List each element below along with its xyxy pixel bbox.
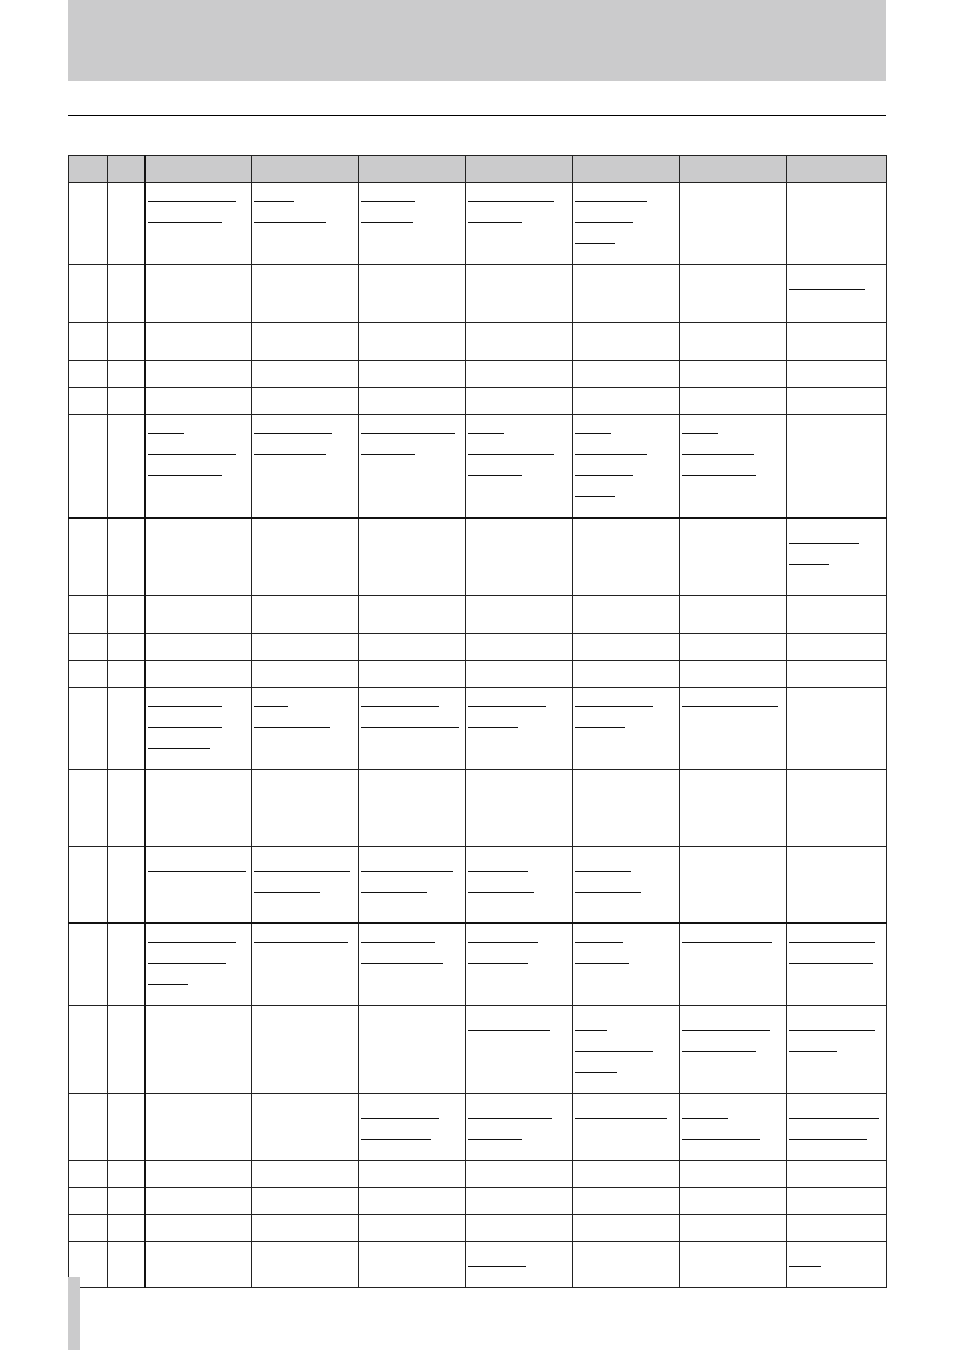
table-cell: [145, 388, 252, 415]
table-cell: [69, 769, 108, 846]
table-cell: [466, 660, 573, 687]
table-row: [69, 769, 887, 846]
table-cell: [108, 923, 145, 1006]
table-cell: [787, 1094, 887, 1161]
table-cell: [680, 1006, 787, 1094]
table-cell: [573, 361, 680, 388]
table-cell: [466, 361, 573, 388]
table-cell: [787, 769, 887, 846]
table-cell: [787, 846, 887, 923]
table-cell: [680, 846, 787, 923]
table-cell: [787, 687, 887, 769]
table-cell: [680, 1188, 787, 1215]
table-row: [69, 1161, 887, 1188]
table-cell: [69, 265, 108, 323]
table-header-row: [69, 156, 887, 183]
table-cell: [145, 183, 252, 265]
table-cell: [145, 633, 252, 660]
table-row: [69, 687, 887, 769]
table-cell: [108, 518, 145, 595]
table-row: [69, 323, 887, 361]
table-cell: [252, 518, 359, 595]
table-cell: [108, 769, 145, 846]
table-cell: [680, 769, 787, 846]
table-cell: [252, 415, 359, 519]
header-cell: [359, 156, 466, 183]
table-cell: [680, 183, 787, 265]
table-cell: [466, 1188, 573, 1215]
table-cell: [145, 1094, 252, 1161]
table-cell: [573, 183, 680, 265]
table-cell: [69, 846, 108, 923]
table-cell: [145, 923, 252, 1006]
table-cell: [108, 415, 145, 519]
table-cell: [573, 1242, 680, 1288]
side-tab: [68, 1277, 80, 1350]
table-cell: [69, 415, 108, 519]
table-cell: [108, 1242, 145, 1288]
table-cell: [787, 1006, 887, 1094]
table-cell: [252, 660, 359, 687]
table-cell: [145, 265, 252, 323]
table-cell: [145, 595, 252, 633]
table-cell: [787, 1242, 887, 1288]
table-cell: [145, 1161, 252, 1188]
table-cell: [573, 595, 680, 633]
table-cell: [466, 518, 573, 595]
header-band: [68, 0, 886, 81]
header-cell: [145, 156, 252, 183]
table-cell: [145, 687, 252, 769]
table-cell: [573, 1188, 680, 1215]
table-cell: [787, 388, 887, 415]
table-cell: [359, 361, 466, 388]
table-cell: [108, 1161, 145, 1188]
table-cell: [359, 323, 466, 361]
table-cell: [573, 323, 680, 361]
table-row: [69, 415, 887, 519]
header-rule: [68, 115, 886, 116]
table-cell: [573, 660, 680, 687]
table-cell: [108, 323, 145, 361]
table-cell: [69, 633, 108, 660]
table-cell: [359, 595, 466, 633]
table-cell: [145, 1188, 252, 1215]
header-cell: [466, 156, 573, 183]
table-row: [69, 846, 887, 923]
table-cell: [466, 687, 573, 769]
table-row: [69, 361, 887, 388]
table-cell: [466, 183, 573, 265]
table-cell: [680, 923, 787, 1006]
table-cell: [69, 923, 108, 1006]
table-cell: [466, 1215, 573, 1242]
table-cell: [252, 923, 359, 1006]
table-cell: [108, 1094, 145, 1161]
header-cell: [108, 156, 145, 183]
table-row: [69, 1006, 887, 1094]
table-cell: [252, 388, 359, 415]
table-cell: [69, 518, 108, 595]
table-cell: [359, 1215, 466, 1242]
table-cell: [359, 633, 466, 660]
table-cell: [466, 323, 573, 361]
table-cell: [252, 1188, 359, 1215]
table-cell: [252, 1161, 359, 1188]
table-cell: [359, 183, 466, 265]
table-cell: [145, 361, 252, 388]
header-cell: [680, 156, 787, 183]
table-cell: [466, 769, 573, 846]
table-cell: [573, 388, 680, 415]
table-cell: [680, 1094, 787, 1161]
data-table: [68, 155, 887, 1288]
table-cell: [359, 388, 466, 415]
table-cell: [69, 1094, 108, 1161]
table-cell: [787, 183, 887, 265]
table-cell: [145, 769, 252, 846]
table-cell: [466, 595, 573, 633]
table-cell: [145, 1242, 252, 1288]
table-cell: [573, 518, 680, 595]
table-row: [69, 183, 887, 265]
table-cell: [466, 1161, 573, 1188]
table-cell: [252, 1094, 359, 1161]
table-cell: [69, 687, 108, 769]
table-cell: [108, 265, 145, 323]
table-cell: [359, 1188, 466, 1215]
table-cell: [252, 687, 359, 769]
table-row: [69, 595, 887, 633]
table-cell: [466, 1006, 573, 1094]
table-cell: [787, 1188, 887, 1215]
table-row: [69, 265, 887, 323]
table-cell: [252, 323, 359, 361]
table-cell: [573, 1215, 680, 1242]
table-row: [69, 1242, 887, 1288]
table-cell: [69, 1161, 108, 1188]
table-cell: [573, 415, 680, 519]
table-cell: [108, 687, 145, 769]
header-cell: [573, 156, 680, 183]
table-cell: [680, 518, 787, 595]
table-cell: [680, 595, 787, 633]
table-cell: [787, 518, 887, 595]
table-cell: [680, 415, 787, 519]
table-cell: [787, 595, 887, 633]
table-cell: [466, 388, 573, 415]
header-cell: [69, 156, 108, 183]
table-cell: [108, 1215, 145, 1242]
table-cell: [359, 415, 466, 519]
table-cell: [466, 1094, 573, 1161]
table-cell: [69, 595, 108, 633]
table-cell: [252, 595, 359, 633]
table-cell: [787, 660, 887, 687]
table-cell: [108, 1188, 145, 1215]
table-row: [69, 923, 887, 1006]
table-cell: [466, 415, 573, 519]
table-cell: [573, 1161, 680, 1188]
table-cell: [359, 846, 466, 923]
table-cell: [145, 518, 252, 595]
table-cell: [108, 183, 145, 265]
table-cell: [252, 183, 359, 265]
table-cell: [252, 1242, 359, 1288]
table-cell: [145, 1215, 252, 1242]
table-row: [69, 388, 887, 415]
table-cell: [108, 633, 145, 660]
table-cell: [573, 633, 680, 660]
table-cell: [680, 660, 787, 687]
header-cell: [252, 156, 359, 183]
table-cell: [573, 769, 680, 846]
table-cell: [252, 846, 359, 923]
table-cell: [359, 518, 466, 595]
table-cell: [108, 660, 145, 687]
table-cell: [252, 265, 359, 323]
table-row: [69, 518, 887, 595]
table-cell: [680, 687, 787, 769]
table-cell: [108, 846, 145, 923]
table-cell: [359, 660, 466, 687]
table-cell: [359, 1094, 466, 1161]
table-row: [69, 1215, 887, 1242]
table-cell: [359, 1161, 466, 1188]
table-cell: [359, 265, 466, 323]
table-cell: [69, 1006, 108, 1094]
table-cell: [787, 361, 887, 388]
table-cell: [359, 769, 466, 846]
table-cell: [108, 361, 145, 388]
table-cell: [69, 323, 108, 361]
table-cell: [573, 923, 680, 1006]
table-row: [69, 660, 887, 687]
table-cell: [573, 687, 680, 769]
table-cell: [787, 1161, 887, 1188]
table-cell: [680, 323, 787, 361]
table-cell: [787, 415, 887, 519]
table-cell: [680, 1215, 787, 1242]
table-cell: [573, 1094, 680, 1161]
table-cell: [145, 415, 252, 519]
table-cell: [573, 846, 680, 923]
table-cell: [466, 923, 573, 1006]
table-cell: [680, 1242, 787, 1288]
table-cell: [69, 183, 108, 265]
table-cell: [145, 660, 252, 687]
table-row: [69, 1094, 887, 1161]
table-cell: [108, 388, 145, 415]
table-cell: [69, 361, 108, 388]
table-cell: [252, 361, 359, 388]
table-row: [69, 633, 887, 660]
table-cell: [787, 923, 887, 1006]
table-cell: [466, 846, 573, 923]
table-cell: [680, 361, 787, 388]
table-cell: [145, 1006, 252, 1094]
table-cell: [466, 633, 573, 660]
table-cell: [787, 1215, 887, 1242]
table-cell: [359, 687, 466, 769]
table-cell: [252, 1006, 359, 1094]
table-cell: [69, 660, 108, 687]
table-cell: [787, 323, 887, 361]
table-cell: [145, 323, 252, 361]
table-cell: [680, 633, 787, 660]
table-cell: [787, 265, 887, 323]
table-cell: [69, 388, 108, 415]
table-cell: [680, 388, 787, 415]
table-row: [69, 1188, 887, 1215]
table-cell: [69, 1215, 108, 1242]
table-cell: [680, 265, 787, 323]
table-cell: [680, 1161, 787, 1188]
table-cell: [108, 595, 145, 633]
table-cell: [359, 1006, 466, 1094]
table-cell: [466, 265, 573, 323]
table-cell: [466, 1242, 573, 1288]
table-cell: [787, 633, 887, 660]
table-cell: [359, 923, 466, 1006]
table-cell: [252, 769, 359, 846]
table-cell: [573, 265, 680, 323]
table-cell: [252, 633, 359, 660]
header-cell: [787, 156, 887, 183]
table-cell: [252, 1215, 359, 1242]
table-cell: [573, 1006, 680, 1094]
table-cell: [69, 1188, 108, 1215]
table-cell: [359, 1242, 466, 1288]
table-cell: [145, 846, 252, 923]
table-cell: [108, 1006, 145, 1094]
